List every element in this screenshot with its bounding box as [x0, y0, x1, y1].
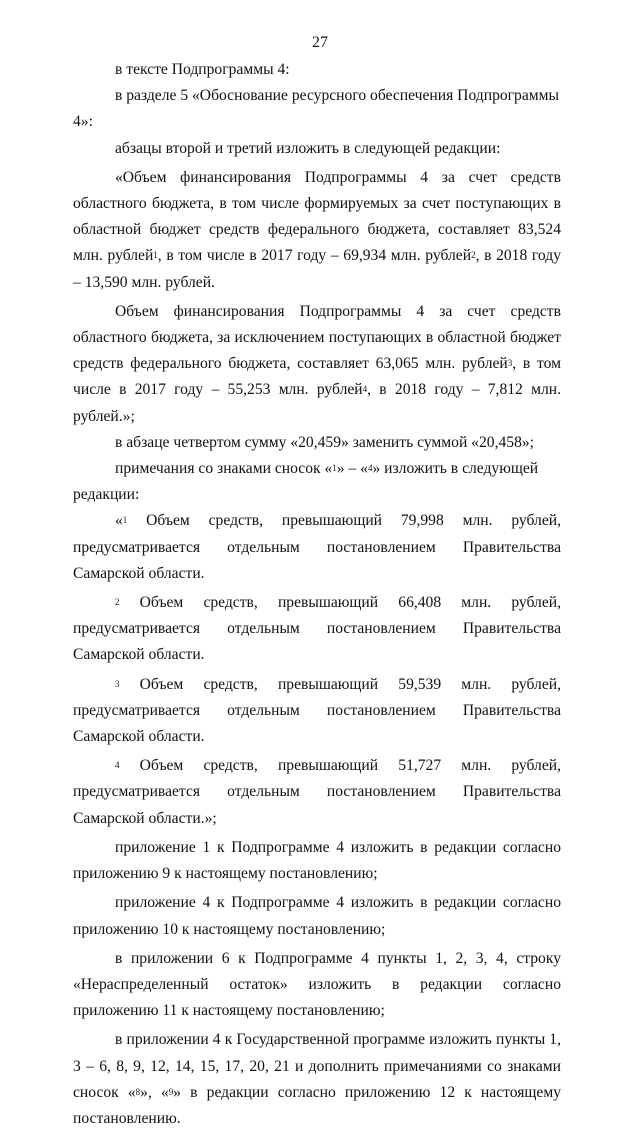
paragraph-l2: в разделе 5 «Обоснование ресурсного обеспечения Подпрограммы 4»: [73, 87, 559, 131]
footnote-mark: 2 [115, 597, 120, 608]
text-fragment: », « [140, 1083, 169, 1101]
footnote-ref: 2 [471, 250, 476, 261]
text-fragment: Объем средств, превышающий 59,539 млн. рублей, предусматривается отдельным постановлением Правительства Самарской области. [73, 675, 561, 746]
text-fragment: «Объем финансирования Подпрограммы 4 за счет средств областного бюджета, в том числе формируемых за счет поступающих в областной бюджет средств федерального бюджета, составляет 83,524 млн. рублей [73, 168, 561, 265]
paragraph-state-program [73, 1027, 561, 1132]
text-fragment: Объем финансирования Подпрограммы 4 за счет средств областного бюджета, за исключением поступающих в областной бюджет средств федерального бюджета, составляет 63,065 млн. рублей [73, 302, 561, 373]
text-fragment: Объем средств, превышающий 51,727 млн. рублей, предусматривается отдельным постановлением Правительства Самарской области.»; [73, 757, 561, 827]
paragraph-l3: абзацы второй и третий изложить в следующей редакции: [115, 139, 501, 157]
text-fragment: » – « [336, 460, 368, 478]
footnote-3 [73, 672, 561, 751]
footnote-2 [73, 590, 561, 669]
paragraph-l1: в тексте Подпрограммы 4: [115, 61, 290, 78]
text-fragment: в приложении 4 к Государственной программе изложить пункты 1, 3 – 6, 8, 9, 12, 14, 15, 17, 20, 21 и дополнить примечаниями со знаками сносок « [73, 1031, 561, 1101]
paragraph-replace-sum: в абзаце четвертом сумму «20,459» заменить суммой «20,458»; [115, 433, 534, 451]
page-number: 27 [312, 34, 328, 51]
footnote-ref: 1 [153, 250, 158, 261]
footnote-ref: 4 [367, 463, 373, 474]
text-fragment: « [115, 512, 123, 530]
text-fragment: » в редакции согласно приложению 12 к настоящему постановлению. [73, 1083, 561, 1127]
text-fragment: , в 2018 году – 13,590 млн. рублей. [73, 247, 561, 291]
footnote-4 [73, 753, 561, 832]
text-fragment: , в 2018 году – 7,812 млн. рублей.»; [73, 381, 561, 425]
footnote-mark: 3 [115, 678, 120, 689]
paragraph-appendix-4: приложение 4 к Подпрограмме 4 изложить в редакции согласно приложению 10 к настоящему постановлению; [73, 894, 561, 938]
footnote-ref: 9 [168, 1086, 174, 1097]
paragraph-appendix-6: в приложении 6 к Подпрограмме 4 пункты 1, 2, 3, 4, строку «Нераспределенный остаток» изложить в редакции согласно приложению 11 к настоящему постановлению; [73, 949, 561, 1020]
paragraph-notes-intro [73, 456, 561, 508]
document-body [73, 57, 561, 1132]
text-fragment: , в том числе в 2017 году – 55,253 млн. рублей [73, 355, 561, 399]
paragraph-appendix-1: приложение 1 к Подпрограмме 4 изложить в редакции согласно приложению 9 к настоящему постановлению; [73, 838, 561, 883]
footnote-1 [73, 508, 561, 587]
footnote-ref: 3 [507, 358, 513, 369]
footnote-mark: 1 [122, 515, 128, 526]
paragraph-funding-regional [73, 299, 561, 430]
text-fragment: Объем средств, превышающий 79,998 млн. рублей, предусматривается отдельным постановлением Правительства Самарской области. [73, 512, 561, 582]
paragraph-funding-total [73, 165, 561, 296]
text-fragment: Объем средств, превышающий 66,408 млн. рублей, предусматривается отдельным постановлением Правительства Самарской области. [73, 594, 561, 664]
footnote-mark: 4 [115, 760, 120, 771]
text-fragment: примечания со знаками сносок « [115, 460, 333, 478]
footnote-ref: 4 [362, 384, 368, 395]
text-fragment: » изложить в следующей редакции: [73, 460, 539, 504]
text-fragment: , в том числе в 2017 году – 69,934 млн. рублей [157, 247, 472, 265]
footnote-ref: 8 [135, 1086, 141, 1097]
footnote-ref: 1 [332, 463, 337, 474]
